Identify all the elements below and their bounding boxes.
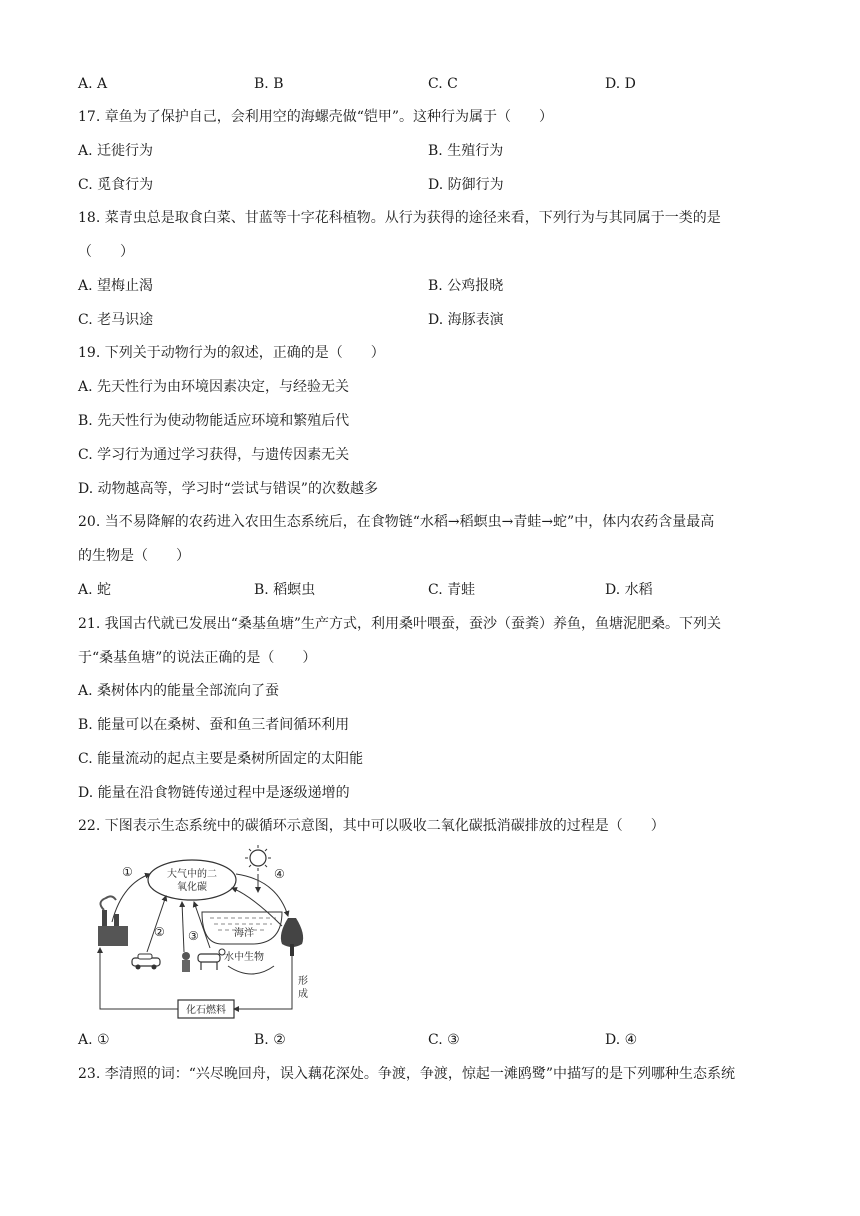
q19-option-d[interactable]: D. 动物越高等，学习时“尝试与错误”的次数越多 [78, 481, 378, 497]
q17-option-a[interactable]: A. 迁徙行为 [78, 143, 154, 159]
q20-option-d[interactable]: D. 水稻 [605, 582, 653, 598]
q18-option-d[interactable]: D. 海豚表演 [428, 312, 504, 328]
q17-option-c[interactable]: C. 觅食行为 [78, 177, 154, 193]
formation-label-2: 成 [298, 989, 308, 1000]
q16-option-c[interactable]: C. C [428, 76, 458, 92]
q18-option-b[interactable]: B. 公鸡报晓 [428, 278, 504, 294]
aquatic-label: 水中生物 [224, 952, 264, 963]
process-3-label: ③ [188, 929, 199, 943]
q21-stem: 21. 我国古代就已发展出“桑基鱼塘”生产方式，利用桑叶喂蚕，蚕沙（蚕粪）养鱼，鱼塘泥肥桑。下列关 [78, 616, 722, 632]
q22-option-a[interactable]: A. ① [78, 1032, 110, 1048]
q21-option-d[interactable]: D. 能量在沿食物链传递过程中是逐级递增的 [78, 785, 350, 801]
q19-option-a[interactable]: A. 先天性行为由环境因素决定，与经验无关 [78, 379, 350, 395]
q18-option-a[interactable]: A. 望梅止渴 [78, 278, 154, 294]
q21-option-a[interactable]: A. 桑树体内的能量全部流向了蚕 [78, 683, 280, 699]
q18-stem: 18. 菜青虫总是取食白菜、甘蓝等十字花科植物。从行为获得的途径来看，下列行为与其同属于一类的是 [78, 210, 721, 226]
q21-option-b[interactable]: B. 能量可以在桑树、蚕和鱼三者间循环利用 [78, 717, 350, 733]
atmosphere-label-1: 大气中的二 [167, 869, 217, 880]
tree-icon [281, 918, 303, 956]
q20-option-a[interactable]: A. 蛇 [78, 582, 112, 598]
q22-option-d[interactable]: D. ④ [605, 1032, 638, 1048]
process-2-label: ② [154, 925, 165, 939]
q19-option-b[interactable]: B. 先天性行为使动物能适应环境和繁殖后代 [78, 413, 350, 429]
q18-stem-cont: （ ） [78, 244, 134, 260]
formation-label-1: 形 [298, 976, 308, 987]
person-icon [182, 952, 190, 972]
atmosphere-label-2: 氧化碳 [177, 882, 207, 893]
process-4-label: ④ [274, 867, 285, 881]
atmosphere-ellipse [148, 860, 236, 900]
ocean-label: 海洋 [234, 928, 254, 939]
q23-stem: 23. 李清照的词：“兴尽晚回舟，误入藕花深处。争渡，争渡，惊起一滩鸥鹭”中描写的是下列哪种生态系统 [78, 1066, 736, 1082]
q22-stem: 22. 下图表示生态系统中的碳循环示意图，其中可以吸收二氧化碳抵消碳排放的过程是（ ） [78, 818, 665, 834]
q17-stem: 17. 章鱼为了保护自己，会利用空的海螺壳做“铠甲”。这种行为属于（ ） [78, 109, 554, 125]
q17-option-d[interactable]: D. 防御行为 [428, 177, 504, 193]
q21-stem-cont: 于“桑基鱼塘”的说法正确的是（ ） [78, 650, 317, 666]
q22-option-b[interactable]: B. ② [254, 1032, 286, 1048]
sun-icon [245, 845, 271, 871]
process-1-label: ① [122, 865, 133, 879]
q16-option-d[interactable]: D. D [605, 76, 636, 92]
q21-option-c[interactable]: C. 能量流动的起点主要是桑树所固定的太阳能 [78, 751, 364, 767]
q20-option-c[interactable]: C. 青蛙 [428, 582, 476, 598]
q17-option-b[interactable]: B. 生殖行为 [428, 143, 504, 159]
q19-stem: 19. 下列关于动物行为的叙述，正确的是（ ） [78, 345, 385, 361]
carbon-cycle-diagram [92, 844, 312, 1024]
q22-option-c[interactable]: C. ③ [428, 1032, 460, 1048]
q20-stem-cont: 的生物是（ ） [78, 548, 190, 564]
q16-option-b[interactable]: B. B [254, 76, 284, 92]
q20-option-b[interactable]: B. 稻螟虫 [254, 582, 316, 598]
q18-option-c[interactable]: C. 老马识途 [78, 312, 154, 328]
q16-option-a[interactable]: A. A [78, 76, 108, 92]
factory-icon [98, 896, 128, 946]
q19-option-c[interactable]: C. 学习行为通过学习获得，与遗传因素无关 [78, 447, 350, 463]
q20-stem: 20. 当不易降解的农药进入农田生态系统后，在食物链“水稻→稻螟虫→青蛙→蛇”中，体内农药含量最高 [78, 514, 715, 530]
animal-icon [198, 949, 225, 970]
car-icon [132, 954, 160, 970]
fossil-fuel-label: 化石燃料 [186, 1005, 226, 1016]
